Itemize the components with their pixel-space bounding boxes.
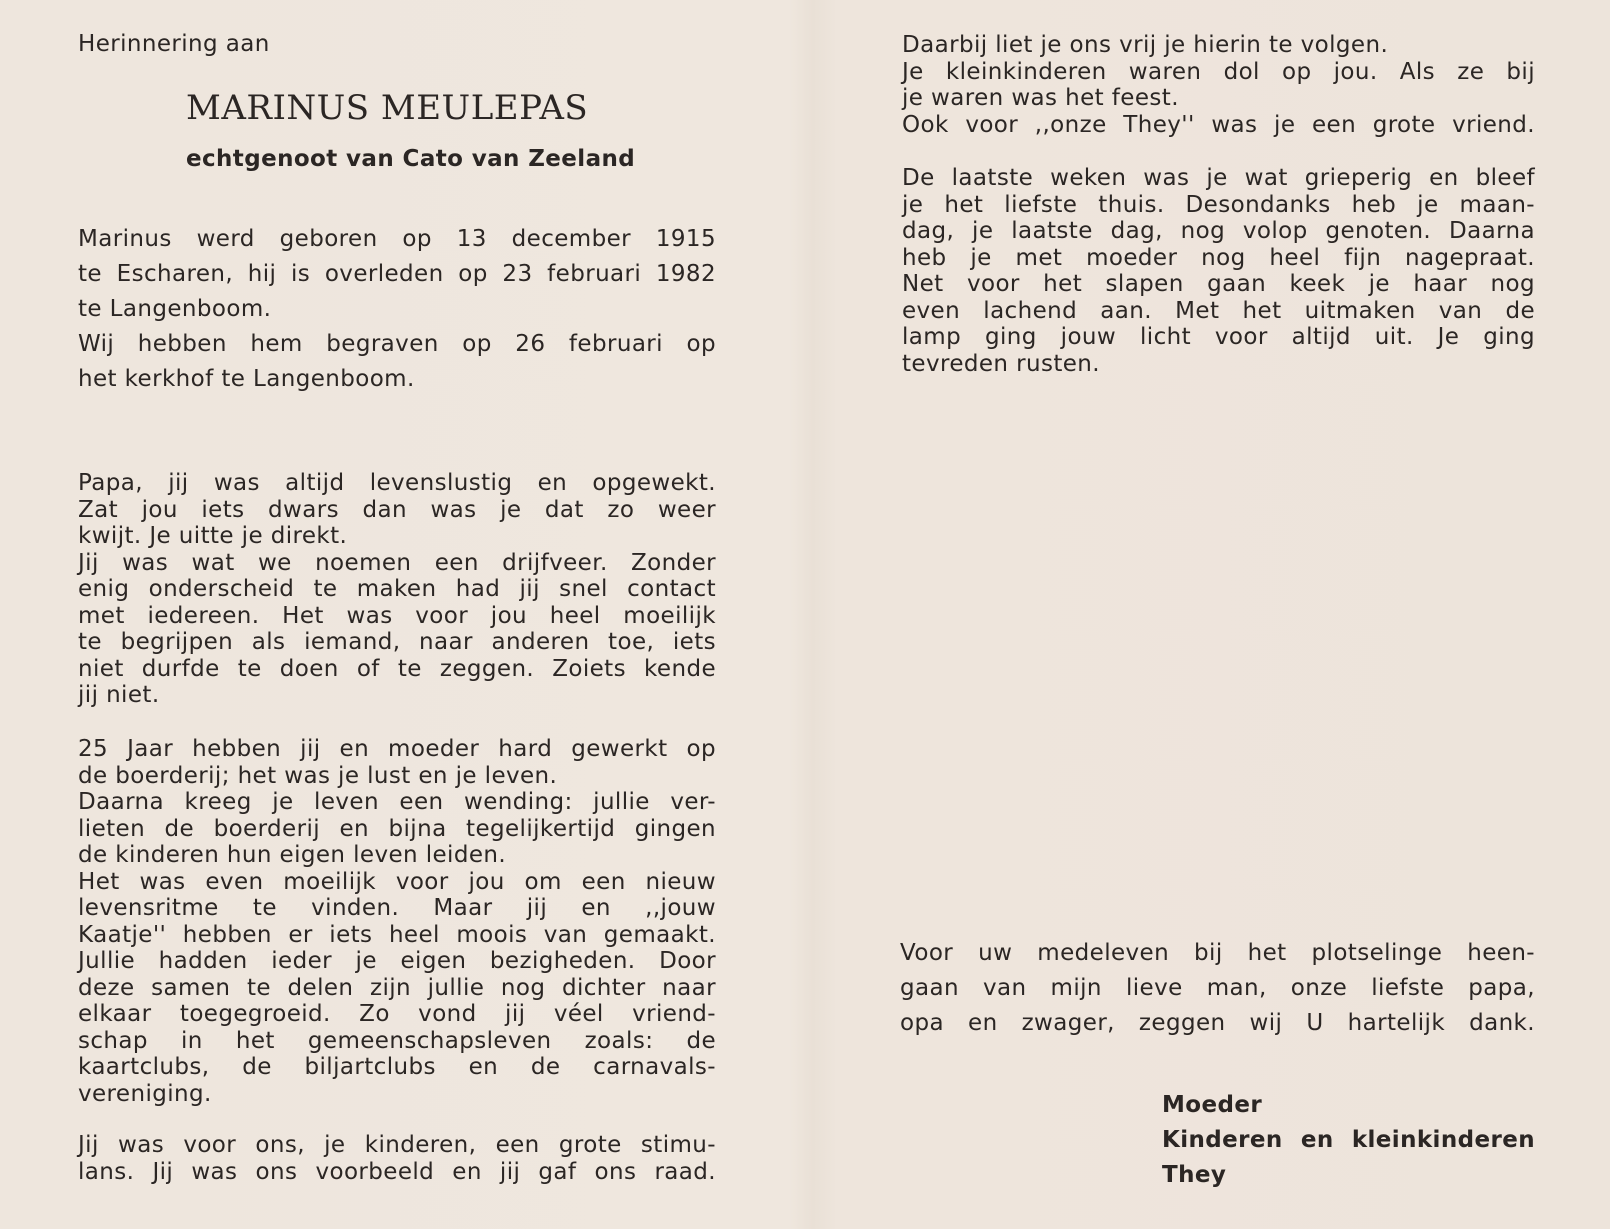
text-line: levensritme te vinden. Maar jij en ,,jouw (78, 895, 716, 921)
text-line: kwijt. Je uitte je direkt. (78, 523, 348, 549)
remembrance-heading: Herinnering aan (78, 31, 270, 57)
text-line: jij niet. (78, 682, 160, 708)
text-line: Papa, jij was altijd levenslustig en opgewekt. (78, 470, 716, 496)
text-line: De laatste weken was je wat grieperig en bleef (902, 165, 1535, 191)
text-line: elkaar toegegroeid. Zo vond jij véel vriend- (78, 1001, 716, 1027)
text-line: enig onderscheid te maken had jij snel contact (78, 576, 716, 602)
text-line: Het was even moeilijk voor jou om een nieuw (78, 868, 716, 895)
text-line: schap in het gemeenschapsleven zoals: de (78, 1027, 716, 1054)
text-line: kaartclubs, de biljartclubs en de carnavals- (78, 1054, 716, 1080)
text-line: dag, je laatste dag, nog volop genoten. Daarna (902, 218, 1535, 244)
text-line: even lachend aan. Met het uitmaken van de (902, 297, 1535, 324)
right-page (805, 0, 1610, 1229)
text-line: Ook voor ,,onze They'' was je een grote vriend. (902, 111, 1535, 138)
text-line: Zat jou iets dwars dan was je dat zo weer (78, 496, 716, 523)
signature-block (1162, 1088, 1535, 1193)
text-line: Jij was voor ons, je kinderen, een grote stimu- (78, 1132, 716, 1158)
thanks-paragraph (900, 936, 1535, 1041)
text-line: opa en zwager, zeggen wij U hartelijk dank. (900, 1010, 1535, 1036)
text-line: 25 Jaar hebben jij en moeder hard gewerkt op (78, 736, 716, 762)
text-line: met iedereen. Het was voor jou heel moeilijk (78, 602, 716, 629)
text-line: Marinus werd geboren op 13 december 1915 (78, 226, 716, 252)
eulogy-paragraph-3 (78, 1132, 716, 1185)
eulogy-paragraph-5 (902, 165, 1535, 377)
text-line: niet durfde te doen of te zeggen. Zoiets kende (78, 655, 716, 682)
text-line: Daarna kreeg je leven een wending: jullie ver- (78, 789, 716, 815)
text-line: de boerderij; het was je lust en je leven. (78, 762, 558, 789)
eulogy-paragraph-2 (78, 736, 716, 1107)
text-line: de kinderen hun eigen leven leiden. (78, 842, 507, 868)
text-line: Voor uw medeleven bij het plotselinge heen- (900, 940, 1535, 966)
text-line: Net voor het slapen gaan keek je haar nog (902, 271, 1535, 297)
text-line: je het liefste thuis. Desondanks heb je maan- (902, 191, 1535, 218)
text-line: te begrijpen als iemand, naar anderen toe, iets (78, 629, 716, 655)
text-line: Jullie hadden ieder je eigen bezigheden. Door (78, 948, 716, 974)
eulogy-paragraph-4 (902, 32, 1535, 138)
text-line: Wij hebben hem begraven op 26 februari op (78, 331, 716, 357)
text-line: tevreden rusten. (902, 350, 1100, 377)
text-line: Jij was wat we noemen een drijfveer. Zonder (78, 549, 716, 576)
text-line: je waren was het feest. (902, 85, 1179, 111)
text-line: Kaatje'' hebben er iets heel moois van gemaakt. (78, 921, 716, 948)
signature-line: Kinderen en kleinkinderen (1162, 1127, 1535, 1153)
signature-line: Moeder (1162, 1092, 1263, 1118)
text-line: vereniging. (78, 1080, 212, 1107)
text-line: lamp ging jouw licht voor altijd uit. Je ging (902, 324, 1535, 350)
text-line: te Langenboom. (78, 296, 272, 322)
spouse-line: echtgenoot van Cato van Zeeland (186, 146, 636, 172)
text-line: deze samen te delen zijn jullie nog dichter naar (78, 974, 716, 1001)
text-line: het kerkhof te Langenboom. (78, 366, 415, 392)
signature-line: They (1162, 1162, 1227, 1188)
deceased-name: MARINUS MEULEPAS (186, 88, 589, 128)
text-line: Daarbij liet je ons vrij je hierin te volgen. (902, 32, 1389, 58)
birth-death-paragraph (78, 222, 716, 397)
text-line: heb je met moeder nog heel fijn nagepraat. (902, 244, 1535, 271)
text-line: gaan van mijn lieve man, onze liefste papa, (900, 975, 1535, 1001)
text-line: lans. Jij was ons voorbeeld en jij gaf ons raad. (78, 1158, 716, 1185)
eulogy-paragraph-1 (78, 470, 716, 709)
text-line: Je kleinkinderen waren dol op jou. Als ze bij (902, 58, 1535, 85)
text-line: lieten de boerderij en bijna tegelijkertijd gingen (78, 815, 716, 842)
text-line: te Escharen, hij is overleden op 23 februari 1982 (78, 261, 716, 287)
